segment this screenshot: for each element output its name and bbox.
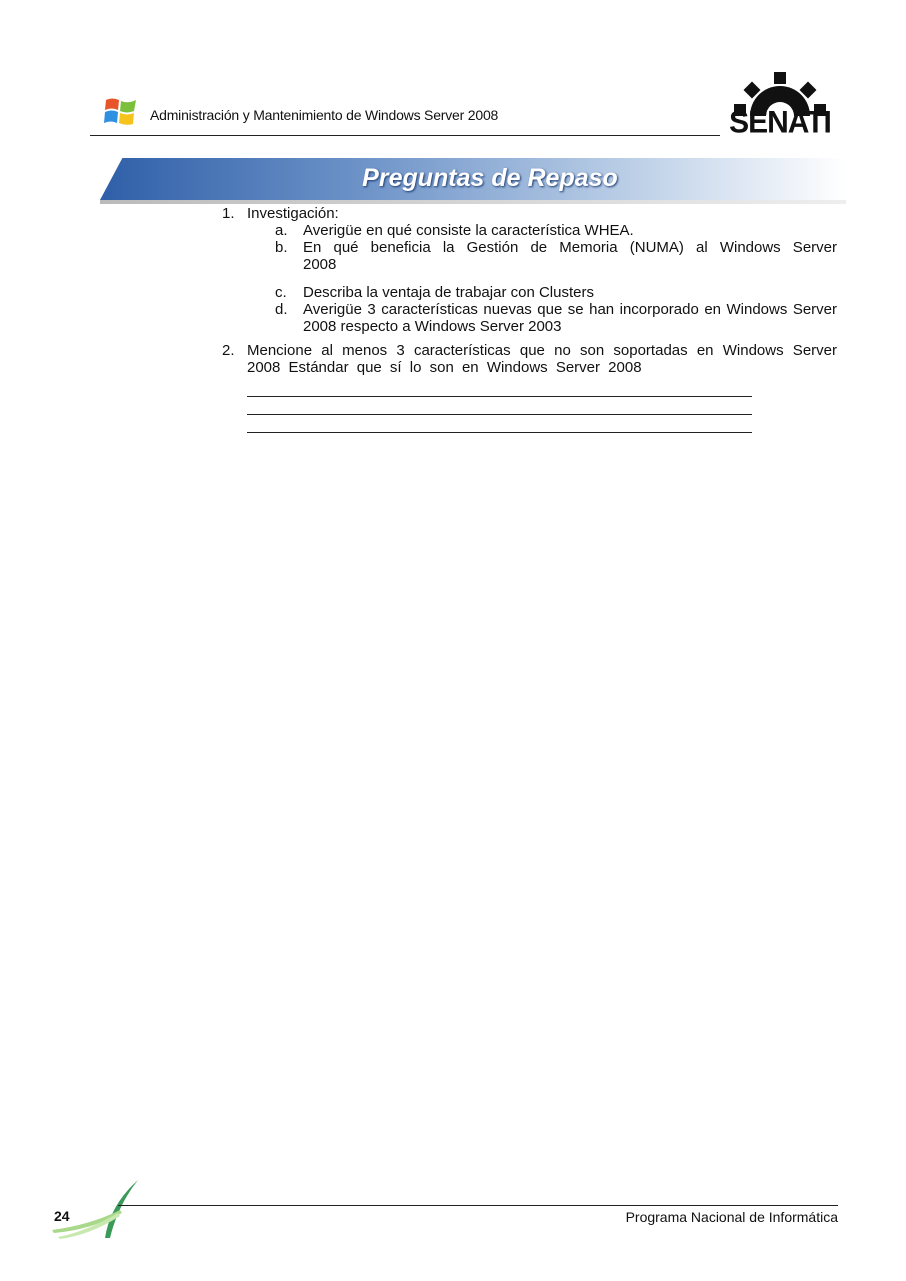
document-header-title: Administración y Mantenimiento de Windows Server 2008	[150, 107, 499, 123]
subquestion-letter: a.	[275, 222, 288, 239]
footer-divider	[118, 1205, 838, 1206]
answer-line	[247, 396, 752, 397]
subquestion-letter: b.	[275, 239, 288, 256]
question-text: Investigación:	[247, 205, 339, 222]
subquestion-letter: d.	[275, 301, 288, 318]
subquestion-text: Describa la ventaja de trabajar con Clusters	[303, 284, 594, 301]
header-divider	[90, 135, 720, 136]
subquestion-text: Averigüe 3 características nuevas que se han incorporado en Windows Server 2008 respecto a Windows Server 2003	[303, 301, 837, 335]
senati-logo-text: SENATI	[729, 105, 831, 140]
answer-line	[247, 414, 752, 415]
page-number: 24	[54, 1208, 70, 1224]
section-title: Preguntas de Repaso	[362, 164, 618, 192]
subquestion-text: En qué beneficia la Gestión de Memoria (NUMA) al Windows Server 2008	[303, 239, 837, 273]
answer-line	[247, 432, 752, 433]
banner-shadow	[100, 200, 846, 204]
footer-text: Programa Nacional de Informática	[625, 1209, 838, 1225]
question-number: 1.	[222, 205, 235, 222]
subquestion-text: Averigüe en qué consiste la característica WHEA.	[303, 222, 634, 239]
question-text: Mencione al menos 3 características que no son soportadas en Windows Server 2008 Estándar que sí lo son en Windows Server 2008	[247, 342, 837, 376]
subquestion-letter: c.	[275, 284, 287, 301]
senati-logo	[716, 72, 844, 140]
question-number: 2.	[222, 342, 235, 359]
windows-logo-icon	[104, 96, 138, 126]
